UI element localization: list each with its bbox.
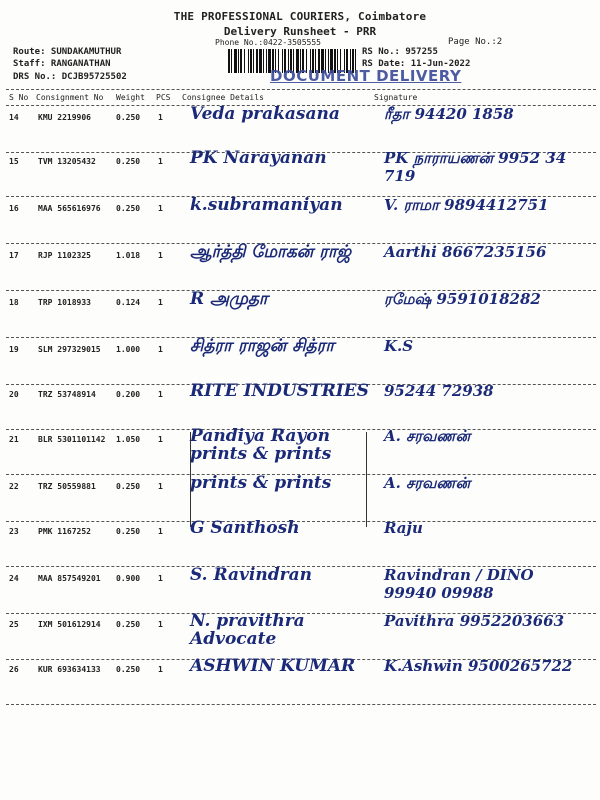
- header-rule-top: [6, 89, 596, 90]
- signature-cell: Ravindran / DINO 99940 09988: [384, 566, 534, 602]
- serial-number-cell: 16: [9, 204, 19, 213]
- serial-number-cell: 22: [9, 482, 19, 491]
- weight-cell: 0.900: [116, 574, 141, 583]
- signature-cell: A. சரவணன்: [384, 427, 471, 445]
- consignee-details-cell: சித்ரா ராஜன் சித்ரா: [190, 336, 335, 356]
- weight-cell: 0.250: [116, 620, 141, 629]
- serial-number-cell: 24: [9, 574, 19, 583]
- pcs-cell: 1: [158, 204, 163, 213]
- phone-number: Phone No.:0422-3505555: [215, 38, 321, 47]
- signature-cell: 95244 72938: [384, 382, 494, 400]
- bracket-mark-right: [366, 432, 367, 527]
- consignee-details-cell: R அமுதா: [190, 289, 268, 309]
- signature-cell: ரமேஷ் 9591018282: [384, 290, 541, 308]
- signature-cell: PK நாராயணன் 9952 34 719: [384, 149, 567, 185]
- consignment-number-cell: IXM 501612914: [38, 620, 101, 629]
- pcs-cell: 1: [158, 390, 163, 399]
- signature-cell: Pavithra 9952203663: [384, 612, 565, 630]
- col-header-consignment: Consignment No: [36, 93, 104, 102]
- serial-number-cell: 18: [9, 298, 19, 307]
- pcs-cell: 1: [158, 620, 163, 629]
- col-header-pcs: PCS: [156, 93, 171, 102]
- weight-cell: 1.000: [116, 345, 141, 354]
- pcs-cell: 1: [158, 482, 163, 491]
- consignment-number-cell: PMK 1167252: [38, 527, 91, 536]
- consignment-number-cell: TVM 13205432: [38, 157, 96, 166]
- barcode-bar: [259, 49, 262, 73]
- barcode-bar: [234, 49, 237, 73]
- consignee-details-cell: ஆர்த்தி மோகன் ராஜ்: [190, 242, 352, 262]
- consignment-number-cell: SLM 297329015: [38, 345, 101, 354]
- weight-cell: 0.250: [116, 157, 141, 166]
- barcode-bar: [238, 49, 239, 73]
- consignee-details-cell: ASHWIN KUMAR: [190, 656, 356, 676]
- barcode-bar: [228, 49, 230, 73]
- consignee-details-cell: prints & prints: [190, 473, 332, 493]
- serial-number-cell: 19: [9, 345, 19, 354]
- pcs-cell: 1: [158, 435, 163, 444]
- weight-cell: 0.124: [116, 298, 141, 307]
- col-header-consignee: Consignee Details: [182, 93, 264, 102]
- consignee-details-cell: k.subramaniyan: [190, 195, 343, 215]
- consignment-number-cell: KUR 693634133: [38, 665, 101, 674]
- weight-cell: 0.250: [116, 113, 141, 122]
- pcs-cell: 1: [158, 527, 163, 536]
- pcs-cell: 1: [158, 251, 163, 260]
- signature-cell: K.S: [384, 337, 414, 355]
- serial-number-cell: 14: [9, 113, 19, 122]
- weight-cell: 1.050: [116, 435, 141, 444]
- barcode-bar: [248, 49, 249, 73]
- page-number: Page No.:2: [448, 37, 503, 47]
- col-header-weight: Weight: [116, 93, 145, 102]
- serial-number-cell: 17: [9, 251, 19, 260]
- rs-date: RS Date: 11-Jun-2022: [362, 59, 471, 69]
- weight-cell: 0.250: [116, 482, 141, 491]
- signature-cell: Raju: [384, 519, 423, 537]
- consignment-number-cell: BLR 5301101142: [38, 435, 106, 444]
- barcode-bar: [263, 49, 264, 73]
- consignment-number-cell: MAA 857549201: [38, 574, 101, 583]
- row-divider: [6, 704, 596, 705]
- consignment-number-cell: KMU 2219906: [38, 113, 91, 122]
- drs-number: DRS No.: DCJB95725502: [13, 72, 127, 82]
- document-delivery-stamp: DOCUMENT DELIVERY: [270, 67, 462, 85]
- col-header-signature: Signature: [374, 93, 418, 102]
- weight-cell: 0.250: [116, 204, 141, 213]
- weight-cell: 1.018: [116, 251, 141, 260]
- serial-number-cell: 21: [9, 435, 19, 444]
- bracket-mark-left: [190, 432, 191, 527]
- route-label: Route: SUNDAKAMUTHUR: [13, 47, 122, 57]
- consignment-number-cell: TRZ 50559881: [38, 482, 96, 491]
- serial-number-cell: 23: [9, 527, 19, 536]
- staff-label: Staff: RANGANATHAN: [13, 59, 111, 69]
- signature-cell: V. ராமா 9894412751: [384, 196, 549, 214]
- signature-cell: ரீதா 94420 1858: [384, 105, 514, 123]
- pcs-cell: 1: [158, 113, 163, 122]
- barcode-bar: [256, 49, 258, 73]
- barcode-bar: [253, 49, 254, 73]
- signature-cell: Aarthi 8667235156: [384, 243, 547, 261]
- col-header-sno: S No: [9, 93, 29, 102]
- consignee-details-cell: N. pravithra Advocate: [190, 611, 305, 649]
- barcode-bar: [231, 49, 232, 73]
- pcs-cell: 1: [158, 157, 163, 166]
- signature-cell: K.Ashwin 9500265722: [384, 657, 573, 675]
- consignment-number-cell: TRP 1018933: [38, 298, 91, 307]
- weight-cell: 0.250: [116, 665, 141, 674]
- barcode-bar: [266, 49, 267, 73]
- consignee-details-cell: S. Ravindran: [190, 565, 312, 585]
- serial-number-cell: 20: [9, 390, 19, 399]
- document-subtitle: Delivery Runsheet - PRR: [223, 25, 377, 38]
- consignment-number-cell: RJP 1102325: [38, 251, 91, 260]
- consignee-details-cell: Veda prakasana: [190, 104, 340, 124]
- serial-number-cell: 26: [9, 665, 19, 674]
- consignee-details-cell: Pandiya Rayon prints & prints: [190, 426, 332, 464]
- pcs-cell: 1: [158, 665, 163, 674]
- barcode-bar: [240, 49, 242, 73]
- barcode-bar: [250, 49, 252, 73]
- consignee-details-cell: RITE INDUSTRIES: [190, 381, 369, 401]
- consignee-details-cell: PK Narayanan: [190, 148, 327, 168]
- weight-cell: 0.200: [116, 390, 141, 399]
- signature-cell: A. சரவணன்: [384, 474, 471, 492]
- serial-number-cell: 15: [9, 157, 19, 166]
- consignee-details-cell: G Santhosh: [190, 518, 300, 538]
- pcs-cell: 1: [158, 574, 163, 583]
- rs-number: RS No.: 957255: [362, 47, 438, 57]
- consignment-number-cell: MAA 565616976: [38, 204, 101, 213]
- document-title: THE PROFESSIONAL COURIERS, Coimbatore: [173, 10, 427, 23]
- serial-number-cell: 25: [9, 620, 19, 629]
- pcs-cell: 1: [158, 345, 163, 354]
- consignment-number-cell: TRZ 53748914: [38, 390, 96, 399]
- pcs-cell: 1: [158, 298, 163, 307]
- weight-cell: 0.250: [116, 527, 141, 536]
- barcode-bar: [244, 49, 245, 73]
